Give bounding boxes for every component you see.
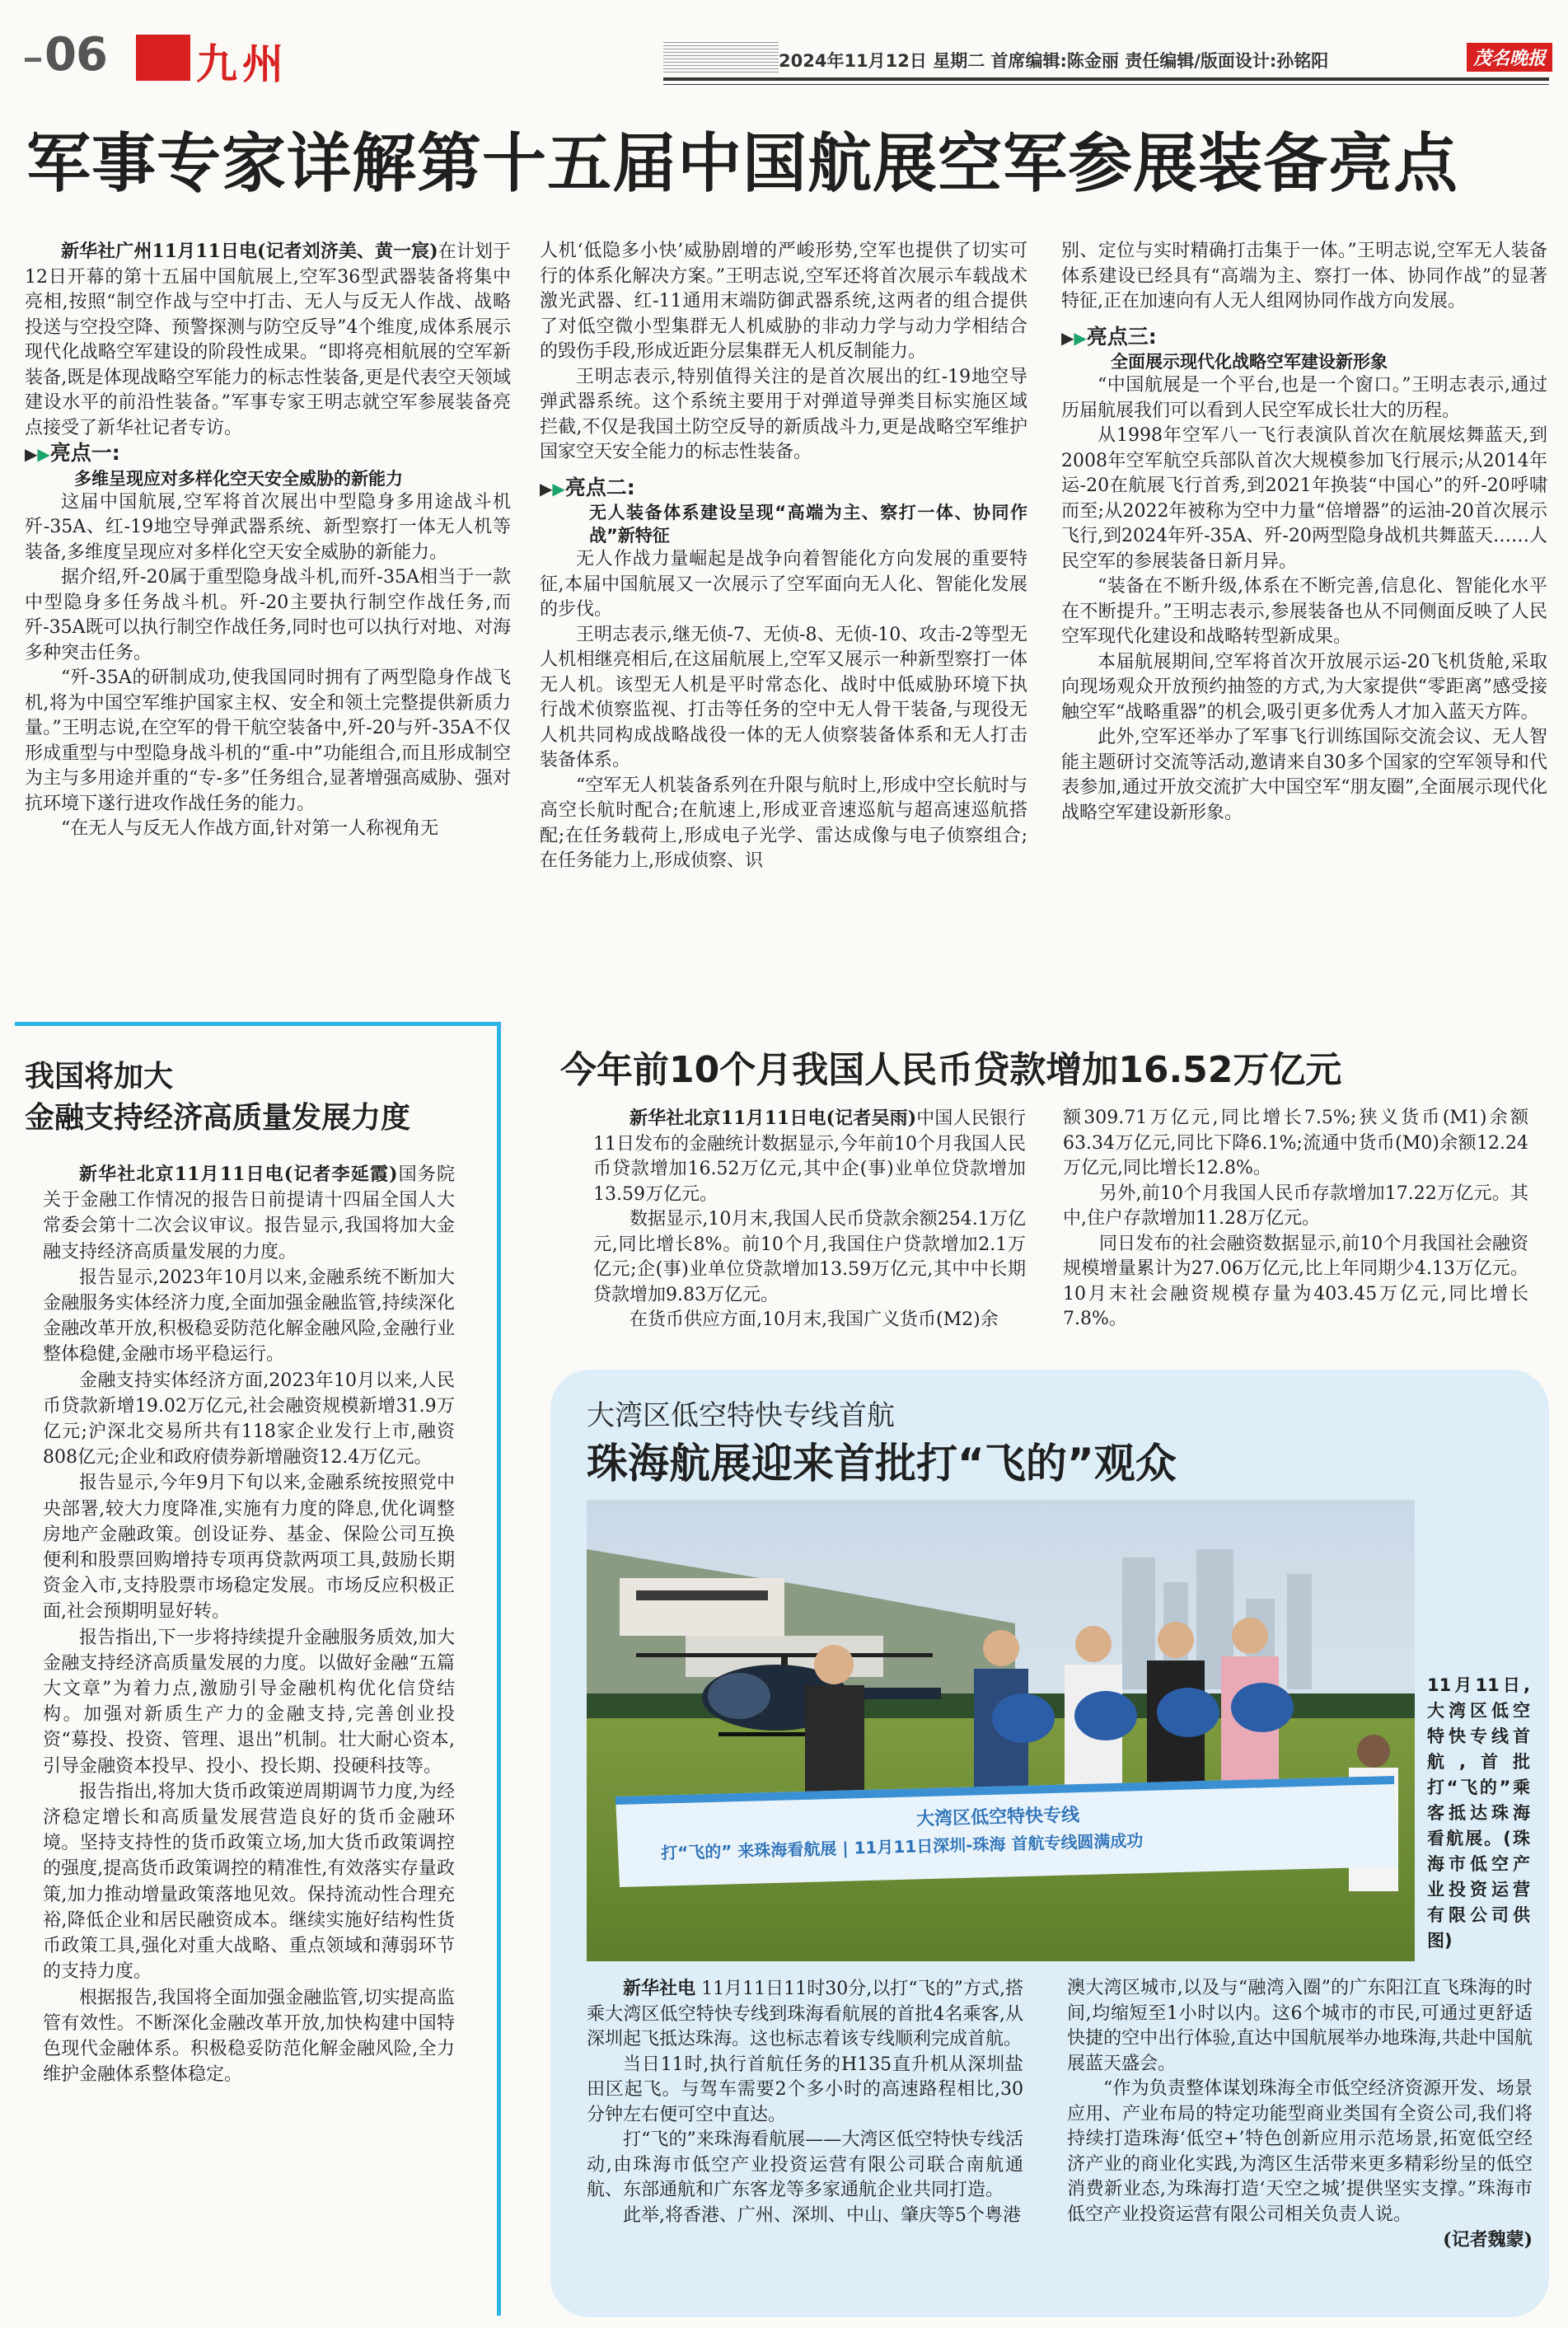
arrow-icon: ▶ — [540, 478, 553, 499]
paragraph: 打“飞的”来珠海看航展——大湾区低空特快专线活动,由珠海市低空产业投资运营有限公司联合南航通航、东部通航和广东客龙等多家通航企业共同打造。 — [587, 2129, 1023, 2200]
paragraph: 报告指出,下一步将持续提升金融服务质效,加大金融支持经济高质量发展的力度。以做好金融“五篇大文章”为着力点,激励引导金融机构优化信贷结构。加强对新质生产力的金融支持,完善创业投资“募投、投资、管理、退出”机制。壮大耐心资本,引导金融资本投早、投小、投长期、投硬科技等。 — [43, 1627, 455, 1777]
story2-frame-top — [15, 1022, 501, 1026]
story2-dateline: 新华社北京11月11日电(记者李延霞) — [79, 1164, 398, 1185]
paragraph: 同日发布的社会融资数据显示,前10个月我国社会融资规模增量累计为27.06万亿元,比上年同期少4.13万亿元。10月末社会融资规模存量为403.45万亿元,同比增长7.8%。 — [1063, 1233, 1528, 1329]
story4-col2 — [1067, 1976, 1533, 2253]
paragraph: 别、定位与实时精确打击集于一体。”王明志说,空军无人装备体系建设已经具有“高端为主、察打一体、协同作战”的显著特征,正在加速向有人无人组网协同作战方向发展。 — [1061, 241, 1547, 311]
paragraph: 报告指出,将加大货币政策逆周期调节力度,为经济稳定增长和高质量发展营造良好的货币金融环境。坚持支持性的货币政策立场,加大货币政策调控的强度,提高货币政策调控的精准性,有效落实存量政策,加力推动增量政策落地见效。保持流动性合理充裕,降低企业和居民融资成本。继续实施好结构性货币政策工具,强化对重大战略、重点领域和薄弱环节的支持力度。 — [43, 1781, 455, 1983]
story4-col1: 新华社电 11月11日11时30分,以打“飞的”方式,搭乘大湾区低空特快专线到珠海看航展的首批4名乘客,从深圳起飞抵达珠海。这也标志着该专线顺利完成首航。 当日11时,执行首航任务的H135直升机从深圳盐田区起飞。与驾车需要2个多小时的高速路程相比,30分钟左右便可空中直达。 打“飞的”来珠海看航展——大湾区低空特快专线活动,由珠海市低空产业投资运营有限公司联合南航通航、东部通航和广东客龙等多家通航企业共同打造。 此举,将香港、广州、深圳、中山、肇庆等5个粤港 — [587, 1976, 1023, 2228]
story1-col3 — [1061, 239, 1547, 826]
paragraph: 据介绍,歼-20属于重型隐身战斗机,而歼-35A相当于一款中型隐身多任务战斗机。歼-20主要执行制空作战任务,而歼-35A既可以执行制空作战任务,同时也可以执行对地、对海多种突击任务。 — [25, 567, 511, 663]
banner-line2: 打“飞的” 来珠海看航展 | 11月11日深圳-珠海 首航专线圆满成功 — [660, 1830, 1144, 1863]
header-stripes — [663, 40, 779, 73]
paragraph: 报告显示,今年9月下旬以来,金融系统按照党中央部署,较大力度降准,实施有力度的降息,优化调整房地产金融政策。创设证券、基金、保险公司互换便利和股票回购增持专项再贷款两项工具,鼓励长期资金入市,支持股票市场稳定发展。市场反应积极正面,社会预期明显好转。 — [43, 1473, 455, 1623]
section-title: 九州 — [196, 40, 288, 88]
highlight1-label: 亮点一: — [49, 441, 120, 465]
story2-headline: 我国将加大 金融支持经济高质量发展力度 — [25, 1060, 411, 1135]
story2-frame-right — [497, 1022, 501, 2316]
paragraph: “作为负责整体谋划珠海全市低空经济资源开发、场景应用、产业布局的特定功能型商业类国有全资公司,我们将持续打造珠海‘低空+’特色创新应用示范场景,拓宽低空经济产业的商业化实践,为湾区生活带来更多精彩纷呈的低空消费新业态,为珠海打造‘天空之城’提供坚实支撑。”珠海市低空产业投资运营有限公司相关负责人说。 — [1067, 2078, 1533, 2225]
paragraph: 澳大湾区城市,以及与“融湾入圈”的广东阳江直飞珠海的时间,均缩短至1小时以内。这6个城市的市民,可通过更舒适快捷的空中出行体验,直达中国航展举办地珠海,共赴中国航展蓝天盛会。 — [1067, 1978, 1533, 2074]
paragraph: “在无人与反无人作战方面,针对第一人称视角无 — [61, 818, 439, 839]
arrow-icon: ▶ — [37, 444, 50, 464]
paragraph: 在货币供应方面,10月末,我国广义货币(M2)余 — [630, 1309, 999, 1330]
highlight2-label: 亮点二: — [564, 475, 635, 499]
paper-logo: 茂名晚报 — [1467, 43, 1552, 72]
arrow-icon: ▶ — [1074, 327, 1087, 348]
paragraph: 从1998年空军八一飞行表演队首次在航展炫舞蓝天,到2008年空军航空兵部队首次大规模参加飞行展示;从2014年运-20在航展飞行首秀,到2021年换装“中国心”的歼-20呼啸而至;从2022年被称为空中力量“倍增器”的运油-20首次展示飞行,到2024年歼-35A、歼-20两型隐身战机共舞蓝天……人民空军的参展装备日新月异。 — [1061, 425, 1547, 572]
paragraph: 金融支持实体经济方面,2023年10月以来,人民币贷款新增19.02万亿元,社会融资规模新增31.9万亿元;沪深北交易所共有118家企业发行上市,融资808亿元;企业和政府债券新增融资12.4万亿元。 — [43, 1370, 455, 1468]
story3-headline: 今年前10个月我国人民币贷款增加16.52万亿元 — [560, 1049, 1342, 1091]
paragraph: 这届中国航展,空军将首次展出中型隐身多用途战斗机歼-35A、红-19地空导弹武器系统、新型察打一体无人机等装备,多维度呈现应对多样化空天安全威胁的新能力。 — [25, 491, 511, 563]
paragraph: 额309.71万亿元,同比增长7.5%;狭义货币(M1)余额63.34万亿元,同比下降6.1%;流通中货币(M0)余额12.24万亿元,同比增长12.8%。 — [1063, 1108, 1528, 1178]
paragraph: 当日11时,执行首航任务的H135直升机从深圳盐田区起飞。与驾车需要2个多小时的高速路程相比,30分钟左右便可空中直达。 — [587, 2054, 1023, 2125]
paragraph: 另外,前10个月我国人民币存款增加17.22万亿元。其中,住户存款增加11.28万亿元。 — [1063, 1183, 1528, 1229]
highlight1-sub: 多维呈现应对多样化空天安全威胁的新能力 — [74, 468, 403, 489]
paragraph: 数据显示,10月末,我国人民币贷款余额254.1万亿元,同比增长8%。前10个月,我国住户贷款增加2.1万亿元;企(事)业单位贷款增加13.59万亿元,其中中长期贷款增加9.83万亿元。 — [593, 1209, 1026, 1305]
section-tag — [136, 35, 190, 81]
highlight2-sub: 无人装备体系建设呈现“高端为主、察打一体、协同作战”新特征 — [589, 503, 1027, 546]
photo-illustration — [587, 1500, 1415, 1961]
story1-headline: 军事专家详解第十五届中国航展空军参展装备亮点 — [26, 127, 1459, 201]
paragraph: 此外,空军还举办了军事飞行训练国际交流会议、无人智能主题研讨交流等活动,邀请来自30多个国家的空军领导和代表参加,通过开放交流扩大中国空军“朋友圈”,全面展示现代化战略空军建设新形象。 — [1061, 727, 1547, 823]
paragraph: 无人作战力量崛起是战争向着智能化方向发展的重要特征,本届中国航展又一次展示了空军面向无人化、智能化发展的步伐。 — [540, 549, 1027, 620]
paragraph: “装备在不断升级,体系在不断完善,信息化、智能化水平在不断提升。”王明志表示,参展装备也从不同侧面反映了人民空军现代化建设和战略转型新成果。 — [1061, 576, 1547, 647]
header-rule-2 — [663, 84, 1549, 85]
story2-body: 新华社北京11月11日电(记者李延霞)国务院关于金融工作情况的报告日前提请十四届全国人大常委会第十二次会议审议。报告显示,我国将加大金融支持经济高质量发展的力度。 报告显示,2023年10月以来,金融系统不断加大金融服务实体经济力度,全面加强金融监管,持续深化金融改革开放,积极稳妥防范化解金融风险,金融行业整体稳健,金融市场平稳运行。 金融支持实体经济方面,2023年10月以来,人民币贷款新增19.02万亿元,社会融资规模新增31.9万亿元;沪深北交易所共有118家企业发行上市,融资808亿元;企业和政府债券新增融资12.4万亿元。 报告显示,今年9月下旬以来,金融系统按照党中央部署,较大力度降准,实施有力度的降息,优化调整房地产金融政策。创设证券、基金、保险公司互换便利和股票回购增持专项再贷款两项工具,鼓励长期资金入市,支持股票市场稳定发展。市场反应积极正面,社会预期明显好转。 报告指出,下一步将持续提升金融服务质效,加大金融支持经济高质量发展的力度。以做好金融“五篇大文章”为着力点,激励引导金融机构优化信贷结构。加强对新质生产力的金融支持,完善创业投资“募投、投资、管理、退出”机制。壮大耐心资本,引导金融资本投早、投小、投长期、投硬科技等。 报告指出,将加大货币政策逆周期调节力度,为经济稳定增长和高质量发展营造良好的货币金融环境。坚持支持性的货币政策立场,加大货币政策调控的强度,提高货币政策调控的精准性,有效落实存量政策,加力推动增量政策落地见效。保持流动性合理充裕,降低企业和居民融资成本。继续实施好结构性货币政策工具,强化对重大战略、重点领域和薄弱环节的支持力度。 根据报告,我国将全面加强金融监管,切实提高监管有效性。不断深化金融改革开放,加快构建中国特色现代金融体系。积极稳妥防范化解金融风险,全力维护金融体系整体稳定。 — [43, 1162, 455, 2087]
paragraph: 根据报告,我国将全面加强金融监管,切实提高监管有效性。不断深化金融改革开放,加快构建中国特色现代金融体系。积极稳妥防范化解金融风险,全力维护金融体系整体稳定。 — [43, 1987, 455, 2086]
story4-headline: 珠海航展迎来首批打“飞的”观众 — [587, 1440, 1177, 1487]
banner-line1: 大湾区低空特快专线 — [915, 1805, 1080, 1830]
paragraph: 王明志表示,特别值得关注的是首次展出的红-19地空导弹武器系统。这个系统主要用于对弹道导弹类目标实施区域拦截,不仅是我国土防空反导的新质战斗力,更是战略空军维护国家空天安全能力的标志性装备。 — [540, 366, 1027, 462]
story3-dateline: 新华社北京11月11日电(记者吴雨) — [630, 1108, 917, 1129]
arrow-icon: ▶ — [25, 444, 38, 464]
news-photo — [587, 1500, 1415, 1961]
paragraph: 本届航展期间,空军将首次开放展示运-20飞机货舱,采取向现场观众开放预约抽签的方式,为大家提供“零距离”感受接触空军“战略重器”的机会,吸引更多优秀人才加入蓝天方阵。 — [1061, 651, 1547, 723]
paragraph: 报告显示,2023年10月以来,金融系统不断加大金融服务实体经济力度,全面加强金融监管,持续深化金融改革开放,积极稳妥防范化解金融风险,金融行业整体稳健,金融市场平稳运行。 — [43, 1267, 455, 1365]
paragraph: 王明志表示,继无侦-7、无侦-8、无侦-10、攻击-2等型无人机相继亮相后,在这届航展上,空军又展示一种新型察打一体无人机。该型无人机是平时常态化、战时中低威胁环境下执行战术侦察监视、打击等任务的空中无人骨干装备,与现役无人机共同构成战略战役一体的无人侦察装备体系和无人打击装备体系。 — [540, 624, 1027, 771]
paragraph: 此举,将香港、广州、深圳、中山、肇庆等5个粤港 — [623, 2204, 1021, 2226]
paragraph: “空军无人机装备系列在升限与航时上,形成中空长航时与高空长航时配合;在航速上,形成亚音速巡航与超高速巡航搭配;在任务载荷上,形成电子光学、雷达成像与电子侦察组合;在任务能力上,形成侦察、识 — [540, 775, 1027, 871]
story4-dateline: 新华社电 — [623, 1978, 696, 1999]
byline: (记者魏蒙) — [1443, 2229, 1533, 2251]
page-number: 06 — [25, 33, 132, 74]
issue-info: 2024年11月12日 星期二 首席编辑:陈金丽 责任编辑/版面设计:孙铭阳 — [779, 51, 1329, 71]
story1-col2 — [540, 239, 1027, 874]
story1-col1: 新华社广州11月11日电(记者刘济美、黄一宸)在计划于12日开幕的第十五届中国航展上,空军36型武器装备将集中亮相,按照“制空作战与空中打击、无人与反无人作战、战略投送与空投空降、预警探测与防空反导”4个维度,成体系展示现代化战略空军建设的阶段性成果。“即将亮相航展的空军新装备,既是体现战略空军能力的标志性装备,更是代表空天领域建设水平的前沿性装备。”军事专家王明志就空军参展装备亮点接受了新华社记者专访。 ▶▶亮点一: 多维呈现应对多样化空天安全威胁的新能力 这届中国航展,空军将首次展出中型隐身多用途战斗机歼-35A、红-19地空导弹武器系统、新型察打一体无人机等装备,多维度呈现应对多样化空天安全威胁的新能力。 据介绍,歼-20属于重型隐身战斗机,而歼-35A相当于一款中型隐身多任务战斗机。歼-20主要执行制空作战任务,而歼-35A既可以执行制空作战任务,同时也可以执行对地、对海多种突击任务。 “歼-35A的研制成功,使我国同时拥有了两型隐身作战飞机,将为中国空军维护国家主权、安全和领土完整提供新质力量。”王明志说,在空军的骨干航空装备中,歼-20与歼-35A不仅形成重型与中型隐身战斗机的“重-中”功能组合,而且形成制空为主与多用途并重的“专-多”任务组合,显著增强高威胁、强对抗环境下遂行进攻作战任务的能力。 “在无人与反无人作战方面,针对第一人称视角无 — [25, 239, 511, 842]
photo-caption: 11月11日,大湾区低空特快专线首航,首批打“飞的”乘客抵达珠海看航展。(珠海市低空产业投资运营有限公司供图) — [1427, 1675, 1530, 1951]
story3-col1: 新华社北京11月11日电(记者吴雨)中国人民银行11日发布的金融统计数据显示,今年前10个月我国人民币贷款增加16.52万亿元,其中企(事)业单位贷款增加13.59万亿元。 数据显示,10月末,我国人民币贷款余额254.1万亿元,同比增长8%。前10个月,我国住户贷款增加2.1万亿元;企(事)业单位贷款增加13.59万亿元,其中中长期贷款增加9.83万亿元。 在货币供应方面,10月末,我国广义货币(M2)余 — [593, 1106, 1026, 1333]
arrow-icon: ▶ — [1061, 327, 1074, 348]
highlight3-label: 亮点三: — [1086, 324, 1157, 349]
highlight3-sub: 全面展示现代化战略空军建设新形象 — [1111, 352, 1388, 372]
paragraph: “中国航展是一个平台,也是一个窗口。”王明志表示,通过历届航展我们可以看到人民空军成长壮大的历程。 — [1061, 375, 1547, 421]
paragraph: “歼-35A的研制成功,使我国同时拥有了两型隐身作战飞机,将为中国空军维护国家主权、安全和领土完整提供新质力量。”王明志说,在空军的骨干航空装备中,歼-20与歼-35A不仅形成重型与中型隐身战斗机的“重-中”功能组合,而且形成制空为主与多用途并重的“专-多”任务组合,显著增强高威胁、强对抗环境下遂行进攻作战任务的能力。 — [25, 667, 511, 814]
arrow-icon: ▶ — [552, 478, 565, 499]
story3-col2 — [1063, 1106, 1528, 1333]
header-rule — [663, 77, 1549, 81]
story4-kicker: 大湾区低空特快专线首航 — [587, 1399, 895, 1432]
paragraph: 人机‘低隐多小快’威胁剧增的严峻形势,空军也提供了切实可行的体系化解决方案。”王明志说,空军还将首次展示车载战术激光武器、红-11通用末端防御武器系统,这两者的组合提供了对低空微小型集群无人机威胁的非动力学与动力学相结合的毁伤手段,形成近距分层集群无人机反制能力。 — [540, 241, 1027, 362]
story1-dateline: 新华社广州11月11日电(记者刘济美、黄一宸) — [61, 241, 438, 262]
